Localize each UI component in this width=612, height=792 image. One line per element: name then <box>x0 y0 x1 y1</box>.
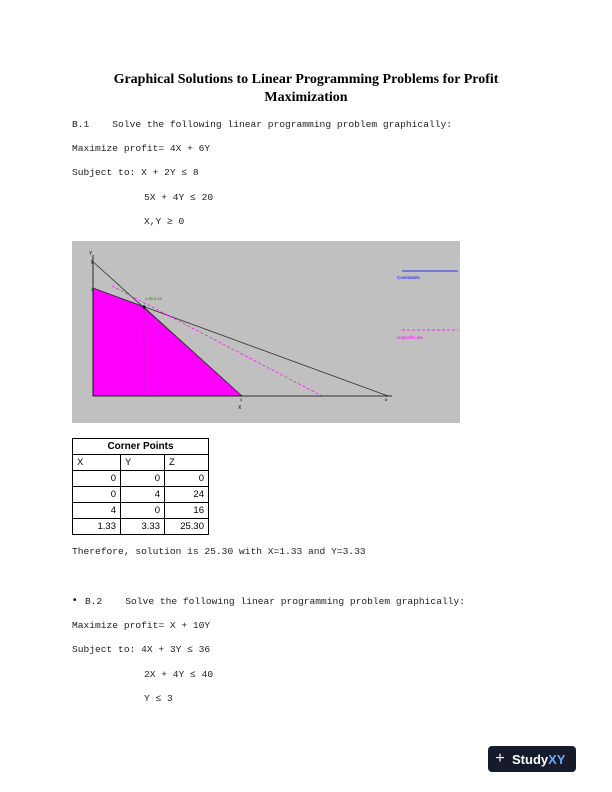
table-row <box>73 487 209 503</box>
cell: 4 <box>73 503 121 519</box>
legend-isoprofit-label: Isoprofit Line <box>397 335 423 340</box>
x-tick-8: 8 <box>385 397 388 402</box>
optimal-point-label: 1.33,3.33 <box>145 296 162 301</box>
b1-objective: Maximize profit= 4X + 6Y <box>72 143 211 154</box>
table-caption: Corner Points <box>73 439 209 455</box>
document-title: Graphical Solutions to Linear Programming Problems for Profit Maximization <box>113 72 499 105</box>
x-axis-label: X <box>238 405 242 411</box>
b2-objective: Maximize profit= X + 10Y <box>72 620 211 631</box>
header-z: Z <box>165 455 209 471</box>
b1-constraint-2: 5X + 4Y ≤ 20 <box>144 192 214 203</box>
cell: 0 <box>121 503 165 519</box>
y-axis-label: Y <box>89 251 93 257</box>
b2-bullet: • <box>73 595 77 606</box>
table-row <box>73 471 209 487</box>
b1-constraint-1: Subject to: X + 2Y ≤ 8 <box>72 167 199 178</box>
table-header-row <box>73 455 209 471</box>
b1-nonnegativity: X,Y ≥ 0 <box>144 216 185 227</box>
x-tick-4: 4 <box>240 397 243 402</box>
cell: 3.33 <box>121 519 165 535</box>
cell: 25.30 <box>165 519 209 535</box>
b2-constraint-3: Y ≤ 3 <box>144 693 173 704</box>
optimal-point <box>142 305 145 308</box>
cell: 0 <box>73 471 121 487</box>
cell: 0 <box>73 487 121 503</box>
b1-conclusion: Therefore, solution is 25.30 with X=1.33 and Y=3.33 <box>72 546 366 557</box>
header-y: Y <box>121 455 165 471</box>
b2-constraint-2: 2X + 4Y ≤ 40 <box>144 669 214 680</box>
cell: 0 <box>121 471 165 487</box>
cell: 1.33 <box>73 519 121 535</box>
plus-icon: + <box>495 750 505 767</box>
table-row <box>73 503 209 519</box>
logo-text-study: Study <box>512 751 549 767</box>
b2-heading: B.2 Solve the following linear programming problem graphically: <box>85 596 465 607</box>
cell: 24 <box>165 487 209 503</box>
legend-constraints-label: Constraints <box>397 275 420 280</box>
header-x: X <box>73 455 121 471</box>
studyxy-logo[interactable] <box>488 746 576 772</box>
y-tick-4: 4 <box>91 287 94 292</box>
b2-constraint-1: Subject to: 4X + 3Y ≤ 36 <box>72 644 211 655</box>
cell: 16 <box>165 503 209 519</box>
logo-text-xy: XY <box>548 751 566 767</box>
corner-points-table <box>72 438 209 535</box>
y-tick-5: 5 <box>91 260 94 265</box>
lp-graph-figure <box>72 241 460 423</box>
cell: 4 <box>121 487 165 503</box>
table-row <box>73 519 209 535</box>
cell: 0 <box>165 471 209 487</box>
b1-heading: B.1 Solve the following linear programming problem graphically: <box>72 119 452 130</box>
